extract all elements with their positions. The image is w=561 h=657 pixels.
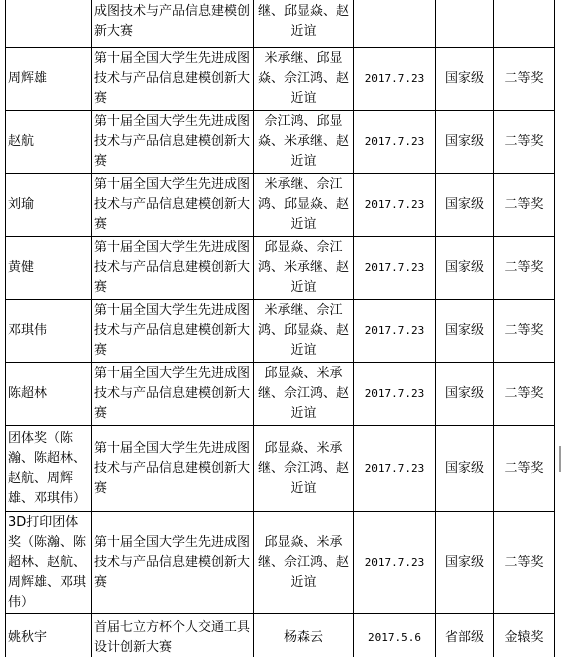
- date-cell: 2017.7.23: [354, 300, 436, 363]
- prize-cell: 二等奖: [494, 363, 555, 426]
- level-cell: 国家级: [436, 111, 494, 174]
- student-name-cell: 团体奖（陈瀚、陈超林、赵航、周辉雄、邓琪伟）: [6, 426, 92, 512]
- prize-cell: 二等奖: [494, 237, 555, 300]
- date-cell: 2017.7.23: [354, 237, 436, 300]
- level-cell: 国家级: [436, 363, 494, 426]
- prize-cell: [494, 0, 555, 48]
- student-name-cell: 邓琪伟: [6, 300, 92, 363]
- advisors-cell: 继、邱显焱、赵近谊: [254, 0, 354, 48]
- competition-cell: 第十届全国大学生先进成图技术与产品信息建模创新大赛: [92, 48, 254, 111]
- advisors-cell: 邱显焱、米承继、佘江鸿、赵近谊: [254, 512, 354, 614]
- student-name-cell: 3D打印团体奖（陈瀚、陈超林、赵航、周辉雄、邓琪伟）: [6, 512, 92, 614]
- level-cell: 国家级: [436, 512, 494, 614]
- competition-cell: 第十届全国大学生先进成图技术与产品信息建模创新大赛: [92, 426, 254, 512]
- prize-cell: 二等奖: [494, 300, 555, 363]
- competition-cell: 第十届全国大学生先进成图技术与产品信息建模创新大赛: [92, 512, 254, 614]
- competition-cell: 首届七立方杯个人交通工具设计创新大赛: [92, 614, 254, 657]
- table-row: [6, 512, 555, 614]
- table-row: [6, 426, 555, 512]
- prize-cell: 二等奖: [494, 174, 555, 237]
- table-row: [6, 48, 555, 111]
- advisors-cell: 邱显焱、米承继、佘江鸿、赵近谊: [254, 426, 354, 512]
- advisors-cell: 米承继、佘江鸿、邱显焱、赵近谊: [254, 174, 354, 237]
- date-cell: 2017.5.6: [354, 614, 436, 657]
- table-row: [6, 300, 555, 363]
- student-name-cell: [6, 0, 92, 48]
- date-cell: 2017.7.23: [354, 174, 436, 237]
- table-row: [6, 237, 555, 300]
- prize-cell: 二等奖: [494, 111, 555, 174]
- prize-cell: 二等奖: [494, 426, 555, 512]
- student-name-cell: 周辉雄: [6, 48, 92, 111]
- date-cell: 2017.7.23: [354, 111, 436, 174]
- competition-cell: 第十届全国大学生先进成图技术与产品信息建模创新大赛: [92, 174, 254, 237]
- competition-cell: 第十届全国大学生先进成图技术与产品信息建模创新大赛: [92, 300, 254, 363]
- advisors-cell: 杨森云: [254, 614, 354, 657]
- student-name-cell: 陈超林: [6, 363, 92, 426]
- date-cell: 2017.7.23: [354, 512, 436, 614]
- advisors-cell: 米承继、佘江鸿、邱显焱、赵近谊: [254, 300, 354, 363]
- level-cell: 国家级: [436, 300, 494, 363]
- advisors-cell: 邱显焱、佘江鸿、米承继、赵近谊: [254, 237, 354, 300]
- table-row: [6, 363, 555, 426]
- date-cell: 2017.7.23: [354, 363, 436, 426]
- prize-cell: 金辕奖: [494, 614, 555, 657]
- date-cell: 2017.7.23: [354, 426, 436, 512]
- competition-cell: 第十届全国大学生先进成图技术与产品信息建模创新大赛: [92, 363, 254, 426]
- date-cell: 2017.7.23: [354, 48, 436, 111]
- student-name-cell: 姚秋宇: [6, 614, 92, 657]
- prize-cell: 二等奖: [494, 48, 555, 111]
- table-row: [6, 111, 555, 174]
- table-row: [6, 0, 555, 48]
- table-row: [6, 174, 555, 237]
- level-cell: 国家级: [436, 174, 494, 237]
- advisors-cell: 佘江鸿、邱显焱、米承继、赵近谊: [254, 111, 354, 174]
- advisors-cell: 米承继、邱显焱、佘江鸿、赵近谊: [254, 48, 354, 111]
- level-cell: 国家级: [436, 48, 494, 111]
- table-row: [6, 614, 555, 657]
- level-cell: 省部级: [436, 614, 494, 657]
- level-cell: 国家级: [436, 237, 494, 300]
- student-name-cell: 赵航: [6, 111, 92, 174]
- competition-cell: 成图技术与产品信息建模创新大赛: [92, 0, 254, 48]
- level-cell: 国家级: [436, 426, 494, 512]
- student-name-cell: 黄健: [6, 237, 92, 300]
- level-cell: [436, 0, 494, 48]
- competition-cell: 第十届全国大学生先进成图技术与产品信息建模创新大赛: [92, 111, 254, 174]
- competition-cell: 第十届全国大学生先进成图技术与产品信息建模创新大赛: [92, 237, 254, 300]
- student-name-cell: 刘瑜: [6, 174, 92, 237]
- prize-cell: 二等奖: [494, 512, 555, 614]
- advisors-cell: 邱显焱、米承继、佘江鸿、赵近谊: [254, 363, 354, 426]
- awards-table: [5, 0, 555, 657]
- date-cell: [354, 0, 436, 48]
